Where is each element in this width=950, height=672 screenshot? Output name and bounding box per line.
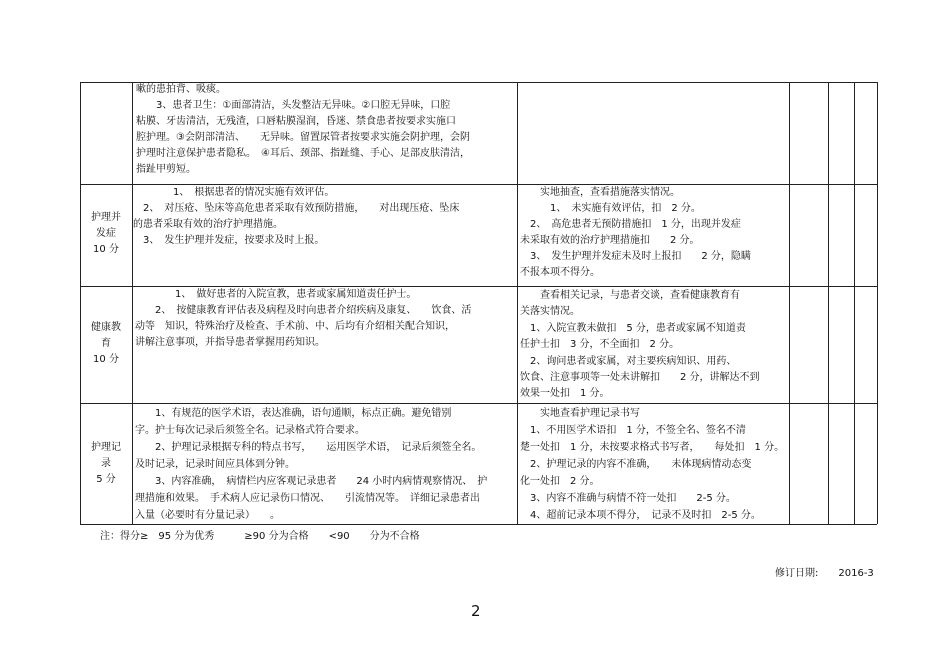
standard-cell-records: 1、有规范的医学术语，表达准确，语句通顺，标点正确。避免错别 字。护士每次记录后须签全名。记录格式符合要求。 2、护理记录根据专科的特点书写， 运用医学术语， 记录后须签全名。 及时记录，记录时间应具体到分钟。 3、内容准确， 病情栏内应客观记录患者 24 小时内病情观察情况、 护 理措施和效果。 手术病人应记录伤口情况、 引流情况等。 详细记录患者出 入量（必要时有分量记录） 。 (135, 408, 488, 521)
method-cell-complications: 实地抽查，查看措施落实情况。 1、 未实施有效评估，扣 2 分。 2、 高危患者无预防措施扣 1 分，出现并发症 未采取有效的治疗护理措施扣 2 分。 3、 发生护理并发症未及时上报扣 2 分，隐瞒 不报本项不得分。 (520, 187, 751, 278)
evaluation-table (80, 82, 877, 524)
method-cell-education: 查看相关记录，与患者交谈，查看健康教育有 关落实情况。 1、入院宣教未做扣 5 分，患者或家属不知道责 任护士扣 3 分，不全面扣 2 分。 2、询问患者或家属，对主要疾病知识、用药、 饮食、注意事项等一处未讲解扣 2 分，讲解达不到 效果一处扣 1 分。 (520, 290, 760, 400)
scoring-note: 注：得分≥ 95 分为优秀 ≥90 分为合格 <90 分为不合格 (100, 531, 420, 542)
method-cell-records: 实地查看护理记录书写 1、不用医学术语扣 1 分，不签全名、签名不清 楚一处扣 1 分，未按要求格式书写者， 每处扣 1 分。 2、护理记录的内容不准确， 未体现病情动态变 化一处扣 2 分。 3、内容不准确与病情不符一处扣 2-5 分。 4、超前记录本项不得分， 记录不及时扣 2-5 分。 (520, 408, 785, 521)
standard-cell-hygiene: 嗽的患拍背、吸痰。 3、患者卫生：①面部清洁，头发整洁无异味。②口腔无异味，口腔 粘膜、牙齿清洁，无残渣，口唇粘膜湿润，昏迷、禁食患者按要求实施口 腔护理。③会阴部清洁、 无异味。留置尿管者按要求实施会阴护理，会阴 护理时注意保护患者隐私。 ④耳后、颈部、指趾缝、手心、足部皮肤清洁， 指趾甲剪短。 (136, 84, 470, 175)
standard-cell-education: 1、 做好患者的入院宣教，患者或家属知道责任护士。 2、 按健康教育评估表及病程及时向患者介绍疾病及康复、 饮食、活 动等 知识，特殊治疗及检查、手术前、中、后均有介绍相关配合知识， 讲解注意事项，并指导患者掌握用药知识。 (135, 289, 472, 348)
page-number: 2 (471, 602, 481, 620)
category-education: 健康教 育 10 分 (91, 322, 121, 365)
revision-date: 修订日期: 2016-3 (775, 568, 874, 579)
category-complications: 护理并 发症 10 分 (91, 212, 121, 255)
category-records: 护理记 录 5 分 (91, 442, 121, 485)
standard-cell-complications: 1、 根据患者的情况实施有效评估。 2、 对压疮、坠床等高危患者采取有效预防措施， 对出现压疮、坠床 的患者采取有效的治疗护理措施。 3、 发生护理并发症，按要求及时上报。 (133, 187, 460, 246)
